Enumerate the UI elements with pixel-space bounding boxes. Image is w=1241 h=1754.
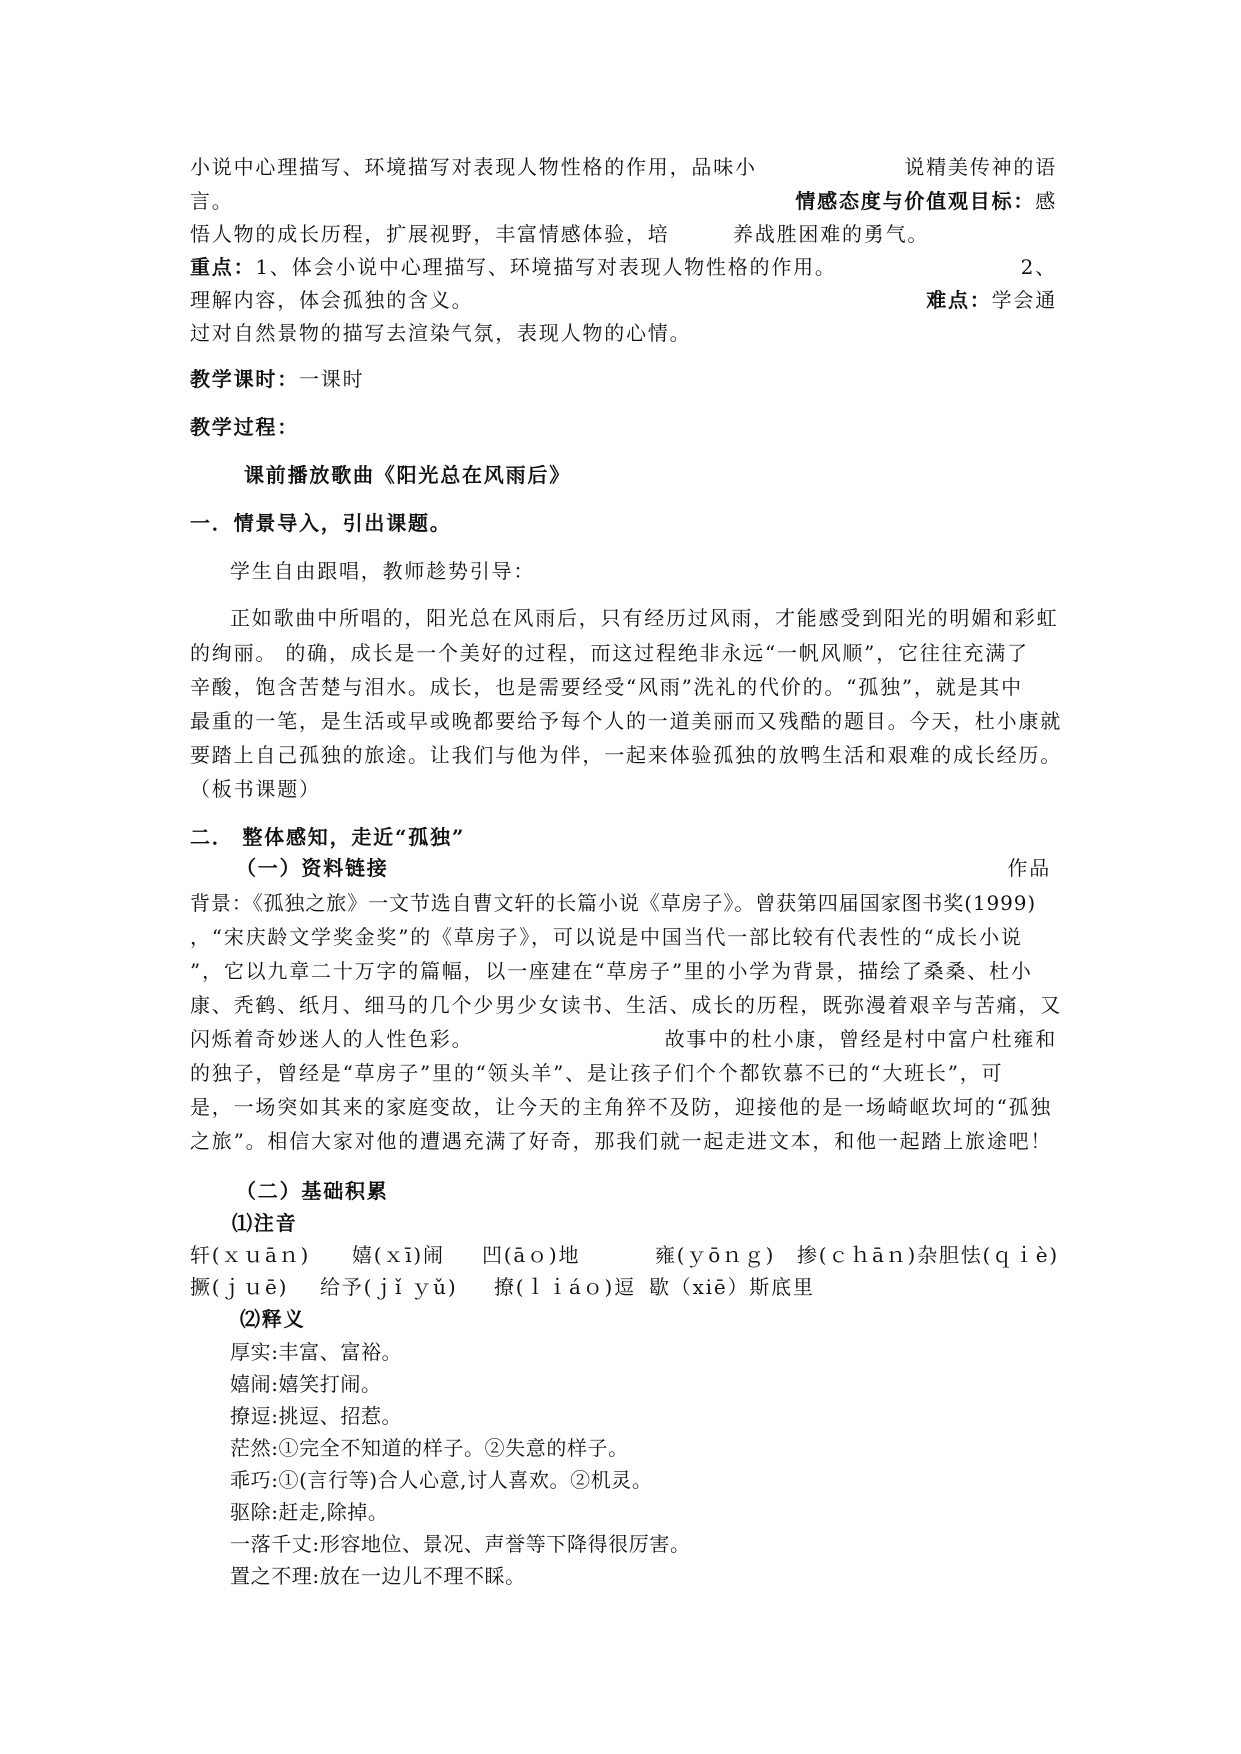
- objectives-line-5: [190, 287, 473, 313]
- objectives-line-3: [190, 221, 670, 247]
- text: 养战胜困难的勇气。: [733, 222, 930, 246]
- objectives-line-1: [190, 154, 757, 180]
- text: 言。: [190, 189, 234, 213]
- pinyin-item: 歇（xiē）斯底里: [649, 1275, 815, 1299]
- paragraph-line: 之旅”。相信大家对他的遭遇充满了好奇，那我们就一起走进文本，和他一起踏上旅途吧！: [190, 1129, 1053, 1153]
- subsection-materials: （一）资料链接: [236, 856, 389, 880]
- pinyin-item: 撅(ｊｕē): [190, 1275, 289, 1299]
- paragraph-line: 的独子，曾经是“草房子”里的“领头羊”、是让孩子们个个都钦慕不已的“大班长”，可: [190, 1061, 1004, 1085]
- text: 1、体会小说中心理描写、环境描写对表现人物性格的作用。: [255, 255, 837, 279]
- definition-item: 置之不理:放在一边儿不理不睬。: [230, 1564, 526, 1588]
- song-line: 课前播放歌曲《阳光总在风雨后》: [244, 463, 571, 487]
- key-points-line: [190, 254, 837, 280]
- section-2-title: 二． 整体感知，走近“孤独”: [190, 825, 466, 849]
- objectives-line-1-right: [904, 154, 1057, 180]
- paragraph-line: ”，它以九章二十万字的篇幅，以一座建在“草房子”里的小学为背景，描绘了桑桑、杜小: [190, 959, 1033, 983]
- section-1-intro: 学生自由跟唱，教师趁势引导：: [230, 559, 536, 583]
- text: 过对自然景物的描写去渲染气氛，表现人物的心情。: [190, 321, 692, 345]
- paragraph-line: 是，一场突如其来的家庭变故，让今天的主角猝不及防，迎接他的是一场崎岖坎坷的“孤独: [190, 1095, 1053, 1119]
- text: 小说中心理描写、环境描写对表现人物性格的作用，品味小: [190, 155, 757, 179]
- definition-item: 一落千丈:形容地位、景况、声誉等下降得很厉害。: [230, 1532, 691, 1556]
- pinyin-item: 轩(ｘｕāｎ): [190, 1243, 311, 1267]
- difficulty-line: [926, 287, 1057, 313]
- subsection-basics: （二）基础积累: [236, 1179, 389, 1203]
- text: 感: [1035, 189, 1057, 213]
- pinyin-item: 凹(āｏ)地: [482, 1243, 581, 1267]
- teaching-hours-label: 教学课时：: [190, 367, 299, 391]
- process-heading: 教学过程：: [190, 415, 299, 439]
- objectives-line-2-right: [795, 188, 1057, 214]
- definition-item: 厚实:丰富、富裕。: [230, 1340, 403, 1364]
- definition-item: 驱除:赶走,除掉。: [230, 1500, 389, 1524]
- paragraph-line: 最重的一笔，是生活或早或晚都要给予每个人的一道美丽而又残酷的题目。今天，杜小康就: [190, 709, 1062, 733]
- paragraph-line: 的绚丽。 的确，成长是一个美好的过程，而这过程绝非永远“一帆风顺”，它往往充满了: [190, 641, 1029, 665]
- pinyin-item: 雍(ｙōｎｇ): [655, 1243, 776, 1267]
- difficulty-label: 难点：: [926, 288, 992, 312]
- paragraph-line: 背景：《孤独之旅》一文节选自曹文轩的长篇小说《草房子》。曾获第四届国家图书奖(1999): [190, 891, 1037, 915]
- definition-item: 嬉闹:嬉笑打闹。: [230, 1372, 382, 1396]
- text: 理解内容，体会孤独的含义。: [190, 288, 474, 312]
- teaching-hours: [190, 366, 364, 392]
- paragraph-line: ，“宋庆龄文学奖金奖”的《草房子》，可以说是中国当代一部比较有代表性的“成长小说: [190, 925, 1023, 949]
- paragraph-line: 康、秃鹤、纸月、细马的几个少男少女读书、生活、成长的历程，既弥漫着艰辛与苦痛，又: [190, 993, 1062, 1017]
- pinyin-item: 撩(ｌｉáｏ)逗: [494, 1275, 636, 1299]
- key-points-number: [1021, 254, 1057, 280]
- paragraph-line: 要踏上自己孤独的旅途。让我们与他为伴，一起来体验孤独的放鸭生活和艰难的成长经历。: [190, 743, 1062, 767]
- pinyin-item: 嬉(ｘī)闹: [352, 1243, 445, 1267]
- section-1-title: 一．情景导入，引出课题。: [190, 511, 452, 535]
- definition-item: 茫然:①完全不知道的样子。②失意的样子。: [230, 1436, 629, 1460]
- definition-item: 撩逗:挑逗、招惹。: [230, 1404, 403, 1428]
- objectives-line-3-right: [733, 221, 929, 247]
- objectives-line-6: [190, 320, 691, 346]
- paragraph-line-right: 故事中的杜小康，曾经是村中富户杜雍和: [664, 1027, 1057, 1051]
- key-points-label: 重点：: [190, 255, 256, 279]
- text: 学会通: [991, 288, 1057, 312]
- subsection-materials-right: 作品: [1007, 856, 1051, 880]
- objectives-line-2: [190, 188, 234, 214]
- teaching-hours-value: 一课时: [299, 367, 365, 391]
- pinyin-item: 掺(ｃｈāｎ)杂胆怯(ｑｉè): [797, 1243, 1059, 1267]
- paragraph-line: 正如歌曲中所唱的，阳光总在风雨后，只有经历过风雨，才能感受到阳光的明媚和彩虹: [230, 606, 1059, 630]
- text: 说精美传神的语: [904, 155, 1057, 179]
- text: 2、: [1020, 255, 1057, 279]
- text: 悟人物的成长历程，扩展视野，丰富情感体验，培: [190, 222, 670, 246]
- paragraph-line: 辛酸，饱含苦楚与泪水。成长，也是需要经受“风雨”洗礼的代价的。“孤独”，就是其中: [190, 675, 1023, 699]
- emotion-goal-label: 情感态度与价值观目标：: [795, 189, 1036, 213]
- definition-item: 乖巧:①(言行等)合人心意,讨人喜欢。②机灵。: [230, 1468, 653, 1492]
- pinyin-heading: ⑴注音: [232, 1211, 298, 1235]
- paragraph-line: （板书课题）: [190, 777, 321, 801]
- definitions-heading: ⑵释义: [240, 1307, 306, 1331]
- paragraph-line: 闪烁着奇妙迷人的人性色彩。: [190, 1027, 474, 1051]
- pinyin-item: 给予(ｊǐ ｙǔ): [320, 1275, 458, 1299]
